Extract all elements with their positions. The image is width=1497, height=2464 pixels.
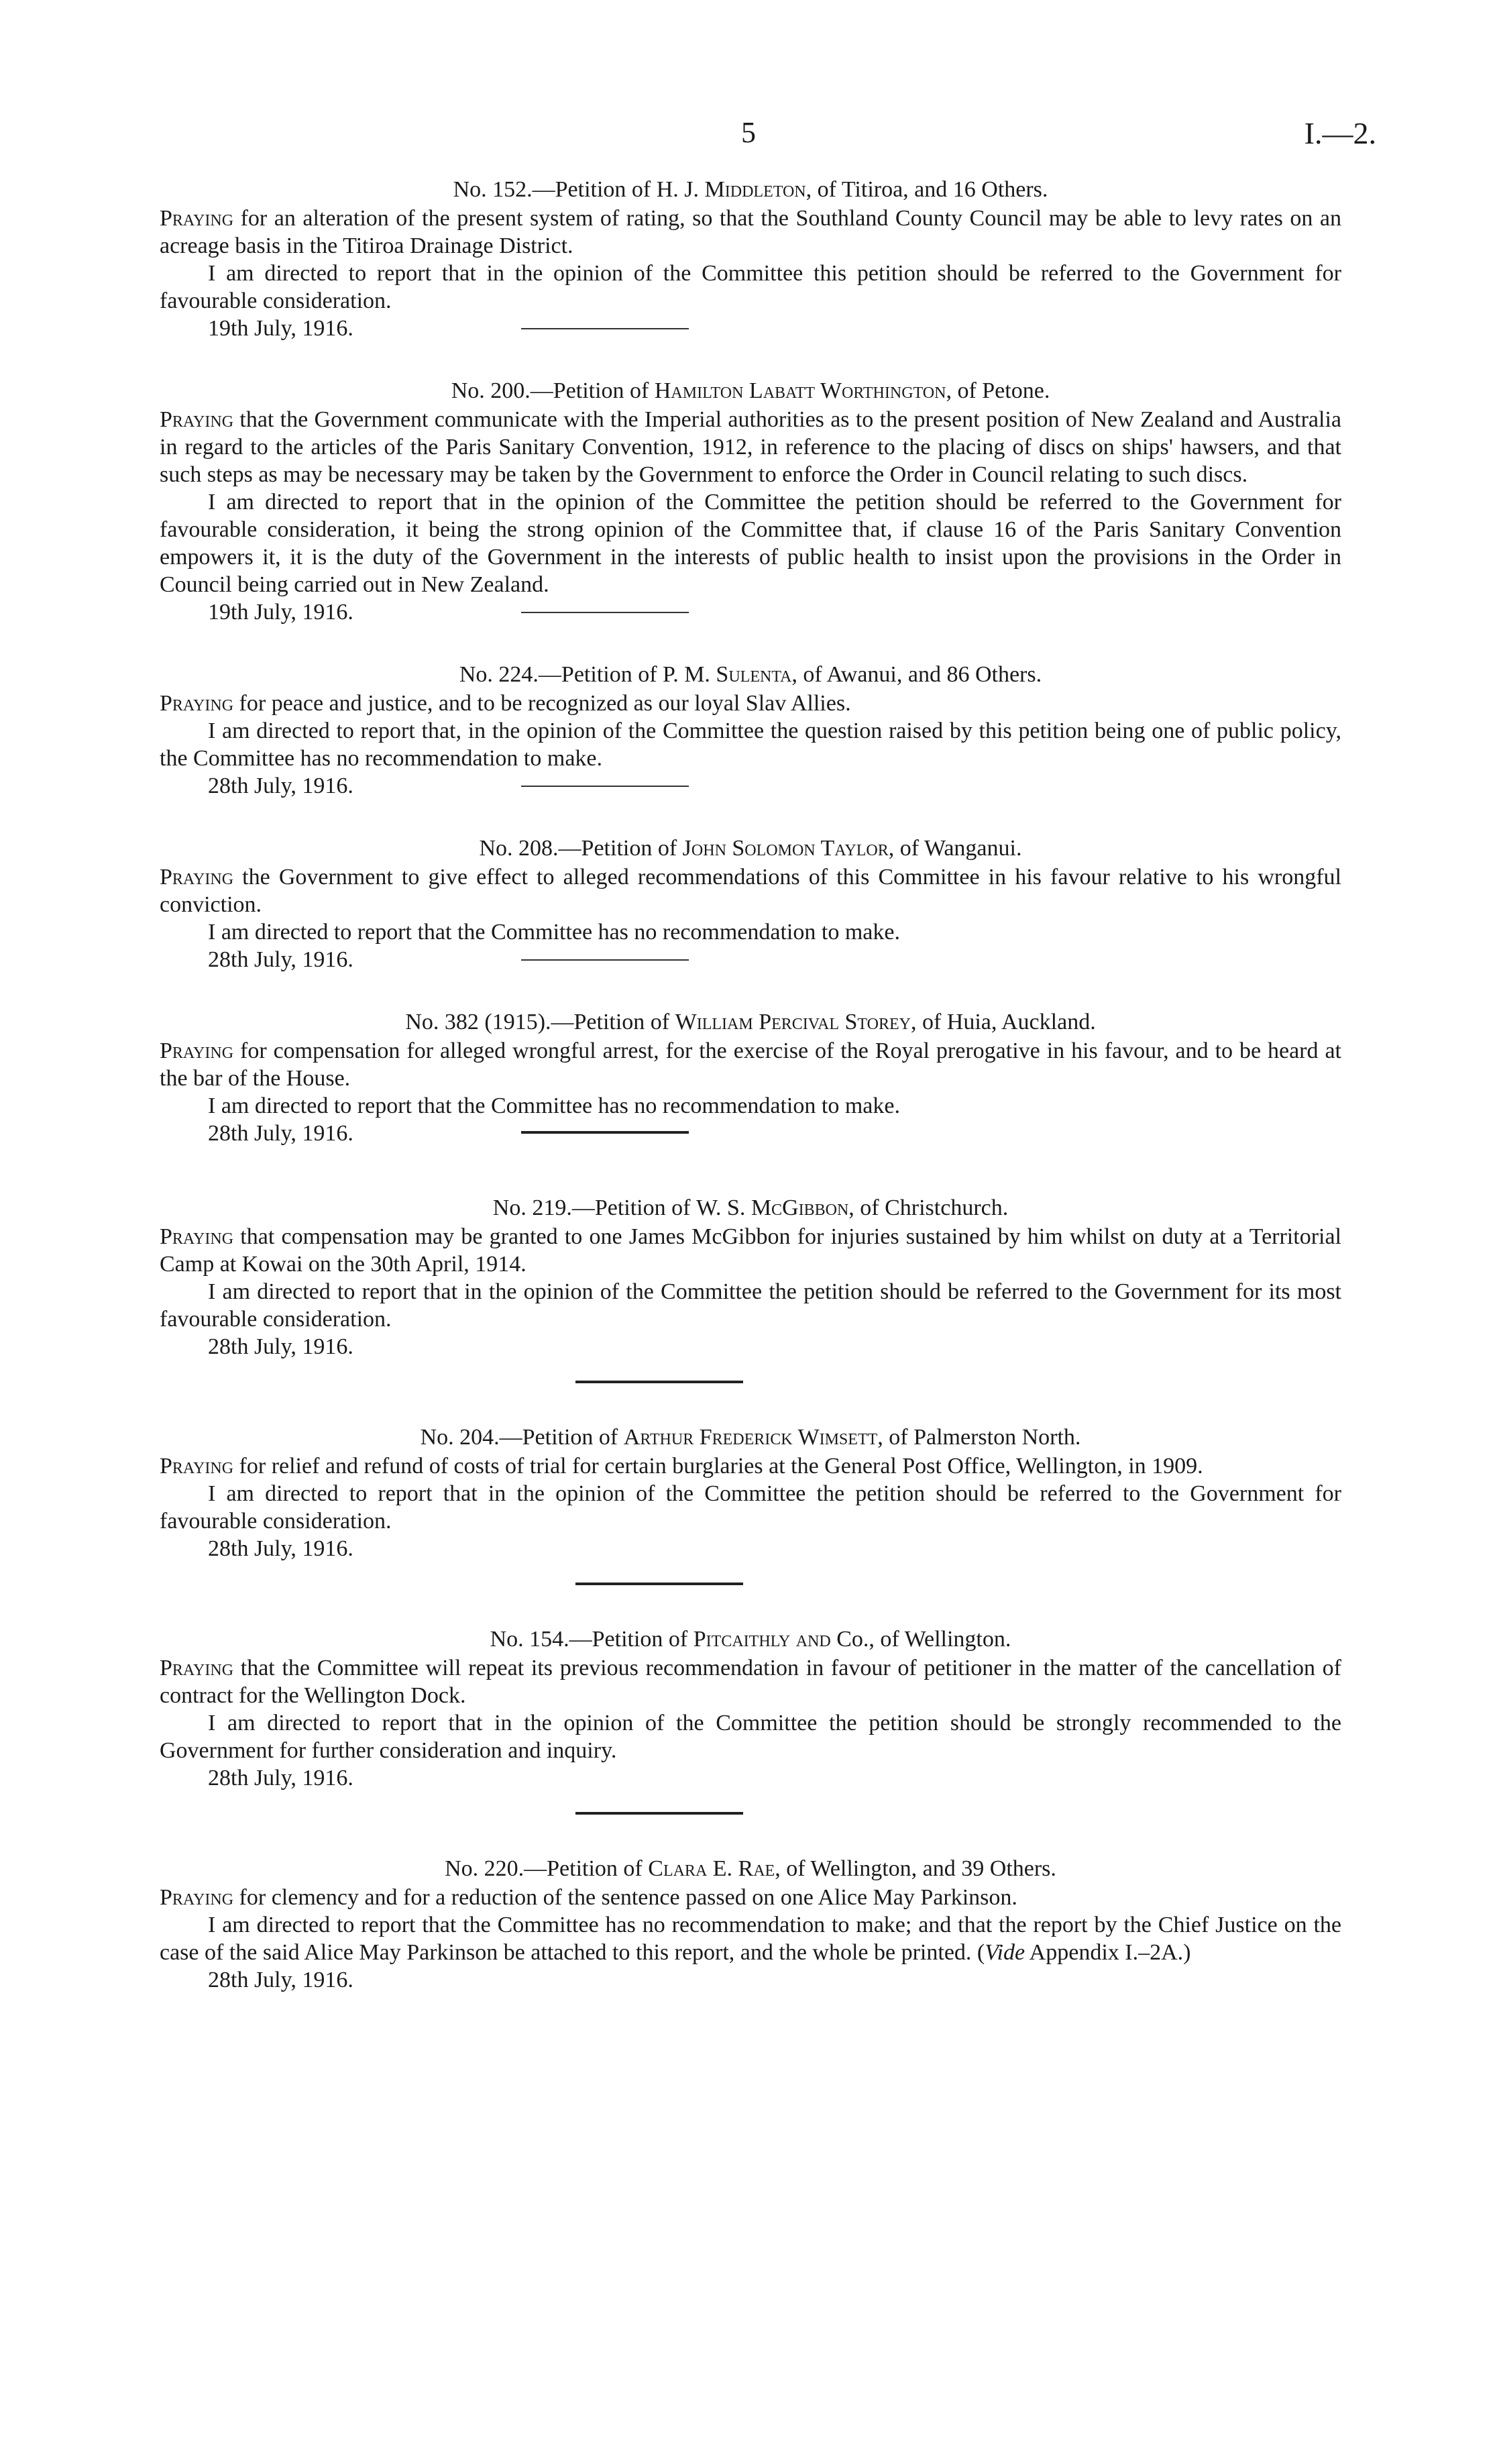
petition-heading — [160, 176, 1341, 203]
petition-number: No. 200.—Petition of — [451, 378, 655, 403]
petition-entry — [160, 835, 1341, 973]
petition-heading — [160, 1008, 1341, 1036]
petitioner-location: , of Christchurch. — [848, 1195, 1009, 1220]
report-paragraph: I am directed to report that in the opinion of the Committee the petition should be referred to the Government for its most favourable consideration. — [160, 1279, 1341, 1332]
petition-entry — [160, 1008, 1341, 1147]
date-row — [160, 1333, 1341, 1360]
report-date: 28th July, 1916. — [208, 1766, 353, 1790]
praying-paragraph — [160, 690, 1341, 717]
petitioner-location: , of Titiroa, and 16 Others. — [806, 177, 1048, 202]
petition-number: No. 208.—Petition of — [479, 836, 683, 861]
petitioner-location: , of Palmerston North. — [877, 1425, 1081, 1450]
report-paragraph: I am directed to report that, in the opinion of the Committee the question raised by this petition being one of public policy, the Committee has no recommendation to make. — [160, 718, 1341, 771]
petition-entry — [160, 1855, 1341, 1994]
report-date: 19th July, 1916. — [208, 600, 353, 625]
praying-text: that compensation may be granted to one James McGibbon for injuries sustained by him whilst on duty at a Territorial Camp at Kowai on the 30th April, 1914. — [160, 1224, 1341, 1277]
report-date: 28th July, 1916. — [208, 1334, 353, 1359]
praying-label: Praying — [160, 1038, 234, 1063]
praying-text: that the Committee will repeat its previous recommendation in favour of petitioner in the matter of the cancellation of contract for the Wellington Dock. — [160, 1656, 1341, 1708]
appendix-suffix: A — [1161, 1940, 1178, 1965]
petitions-list — [160, 176, 1341, 1994]
petitioner-name: Arthur Frederick Wimsett — [623, 1425, 878, 1450]
praying-paragraph — [160, 1884, 1341, 1911]
praying-label: Praying — [160, 206, 234, 231]
petition-entry — [160, 1424, 1341, 1585]
petition-heading — [160, 377, 1341, 405]
praying-text: for an alteration of the present system of rating, so that the Southland County Council may be able to levy rates on an acreage basis in the Titiroa Drainage District. — [160, 206, 1341, 258]
praying-paragraph — [160, 1654, 1341, 1709]
document-reference: I.—2. — [1304, 116, 1376, 150]
petition-entry — [160, 377, 1341, 626]
petitioner-name: Clara E. Rae — [648, 1856, 775, 1881]
separator-rule — [521, 612, 689, 613]
praying-paragraph — [160, 1223, 1341, 1278]
report-date: 28th July, 1916. — [208, 1536, 353, 1561]
praying-paragraph — [160, 1452, 1341, 1480]
petitioner-name: Hamilton Labatt Worthington — [654, 378, 946, 403]
petition-entry — [160, 1625, 1341, 1815]
praying-label: Praying — [160, 1224, 234, 1249]
date-row — [160, 1764, 1341, 1792]
petition-entry — [160, 1194, 1341, 1383]
petitioner-location: , of Petone. — [946, 378, 1050, 403]
petitioner-name: Pitcaithly and — [693, 1627, 831, 1652]
report-paragraph: I am directed to report that the Committee has no recommendation to make. — [208, 1093, 900, 1118]
petitioner-location: , of Wellington, and 39 Others. — [775, 1856, 1056, 1881]
date-row — [160, 1966, 1341, 1994]
report-date: 28th July, 1916. — [208, 1968, 353, 1992]
praying-label: Praying — [160, 407, 234, 432]
date-row — [160, 598, 1341, 626]
petitioner-location: , of Awanui, and 86 Others. — [791, 662, 1042, 687]
praying-paragraph — [160, 406, 1341, 488]
petition-number: No. 219.—Petition of — [492, 1195, 696, 1220]
petitioner-name: John Solomon Taylor — [682, 836, 889, 861]
vide-word: Vide — [985, 1940, 1025, 1965]
reference-close: .) — [1177, 1940, 1191, 1965]
separator-rule — [521, 959, 689, 961]
praying-paragraph — [160, 205, 1341, 260]
petition-number: No. 204.—Petition of — [420, 1425, 624, 1450]
praying-label: Praying — [160, 1454, 234, 1479]
petition-entry — [160, 661, 1341, 800]
date-row — [160, 1120, 1341, 1147]
report-paragraph: I am directed to report that in the opinion of the Committee the petition should be referred to the Government for favourable consideration. — [160, 1481, 1341, 1534]
report-date: 28th July, 1916. — [208, 773, 353, 798]
report-paragraph: I am directed to report that in the opinion of the Committee this petition should be referred to the Government for favourable consideration. — [160, 261, 1341, 313]
report-date: 28th July, 1916. — [208, 1121, 353, 1146]
petition-number: No. 154.—Petition of — [490, 1627, 694, 1652]
praying-text: for relief and refund of costs of trial for certain burglaries at the General Post Office, Wellington, in 1909. — [233, 1454, 1203, 1479]
praying-paragraph — [160, 1037, 1341, 1092]
praying-text: that the Government communicate with the Imperial authorities as to the present position of New Zealand and Australia in regard to the articles of the Paris Sanitary Convention, 1912, in reference to the placing of discs on ships' hawsers, and that such steps as may be necessary may be taken by the Government to enforce the Order in Council relating to such discs. — [160, 407, 1341, 487]
report-date: 28th July, 1916. — [208, 947, 353, 972]
praying-label: Praying — [160, 1885, 234, 1910]
separator-rule — [521, 786, 689, 787]
petition-heading — [160, 661, 1341, 688]
petitioner-location: , of Huia, Auckland. — [910, 1010, 1096, 1034]
separator-rule — [521, 328, 689, 329]
petition-heading — [160, 1194, 1341, 1222]
praying-label: Praying — [160, 1656, 234, 1680]
report-paragraph: I am directed to report that the Committee has no recommendation to make. — [208, 920, 900, 945]
petitioner-name: W. S. McGibbon — [696, 1195, 849, 1220]
appendix-reference: Appendix I.–2 — [1025, 1940, 1162, 1965]
date-row — [160, 772, 1341, 800]
petition-number: No. 220.—Petition of — [445, 1856, 649, 1881]
page-number: 5 — [741, 116, 756, 149]
petitioner-location: Co., of Wellington. — [830, 1627, 1011, 1652]
praying-text: for clemency and for a reduction of the sentence passed on one Alice May Parkinson. — [233, 1885, 1017, 1910]
report-paragraph: I am directed to report that the Committee has no recommendation to make; and that the report by the Chief Justice on the case of the said Alice May Parkinson be attached to this report, and the whole be printed. (Vide Appendix I.–2A.) — [160, 1913, 1341, 1965]
petition-number: No. 152.—Petition of — [453, 177, 657, 202]
date-row — [160, 946, 1341, 973]
petition-heading — [160, 1625, 1341, 1653]
praying-label: Praying — [160, 865, 234, 890]
petition-heading — [160, 1855, 1341, 1882]
separator-rule — [521, 1131, 689, 1136]
report-paragraph: I am directed to report that in the opinion of the Committee the petition should be referred to the Government for favourable consideration, it being the strong opinion of the Committee that, if clause 16 of the Paris Sanitary Convention empowers it, it is the duty of the Government in the interests of public health to insist upon the provisions in the Order in Council being carried out in New Zealand. — [160, 490, 1341, 597]
petition-heading — [160, 1424, 1341, 1451]
praying-text: the Government to give effect to alleged recommendations of this Committee in his favour relative to his wrongful conviction. — [160, 865, 1341, 917]
petitioner-name: H. J. Middleton — [656, 177, 806, 202]
date-row — [160, 1535, 1341, 1562]
report-text: I am directed to report that the Committee has no recommendation to make; and that the report by the Chief Justice on the case of the said Alice May Parkinson be attached to this report, and the whole be printed. — [160, 1913, 1341, 1965]
praying-text: for peace and justice, and to be recognized as our loyal Slav Allies. — [233, 691, 851, 716]
petition-heading — [160, 835, 1341, 862]
petition-number: No. 382 (1915).—Petition of — [405, 1010, 675, 1034]
petitioner-name: William Percival Storey — [675, 1010, 911, 1034]
petition-entry — [160, 176, 1341, 342]
date-row — [160, 315, 1341, 342]
petitioner-location: , of Wanganui. — [888, 836, 1022, 861]
report-paragraph: I am directed to report that in the opinion of the Committee the petition should be strongly recommended to the Government for further consideration and inquiry. — [160, 1711, 1341, 1763]
petitioner-name: P. M. Sulenta — [663, 662, 792, 687]
petition-number: No. 224.—Petition of — [459, 662, 663, 687]
report-date: 19th July, 1916. — [208, 316, 353, 341]
praying-paragraph — [160, 863, 1341, 918]
praying-text: for compensation for alleged wrongful arrest, for the exercise of the Royal prerogative in his favour, and to be heard at the bar of the House. — [160, 1038, 1341, 1091]
praying-label: Praying — [160, 691, 234, 716]
